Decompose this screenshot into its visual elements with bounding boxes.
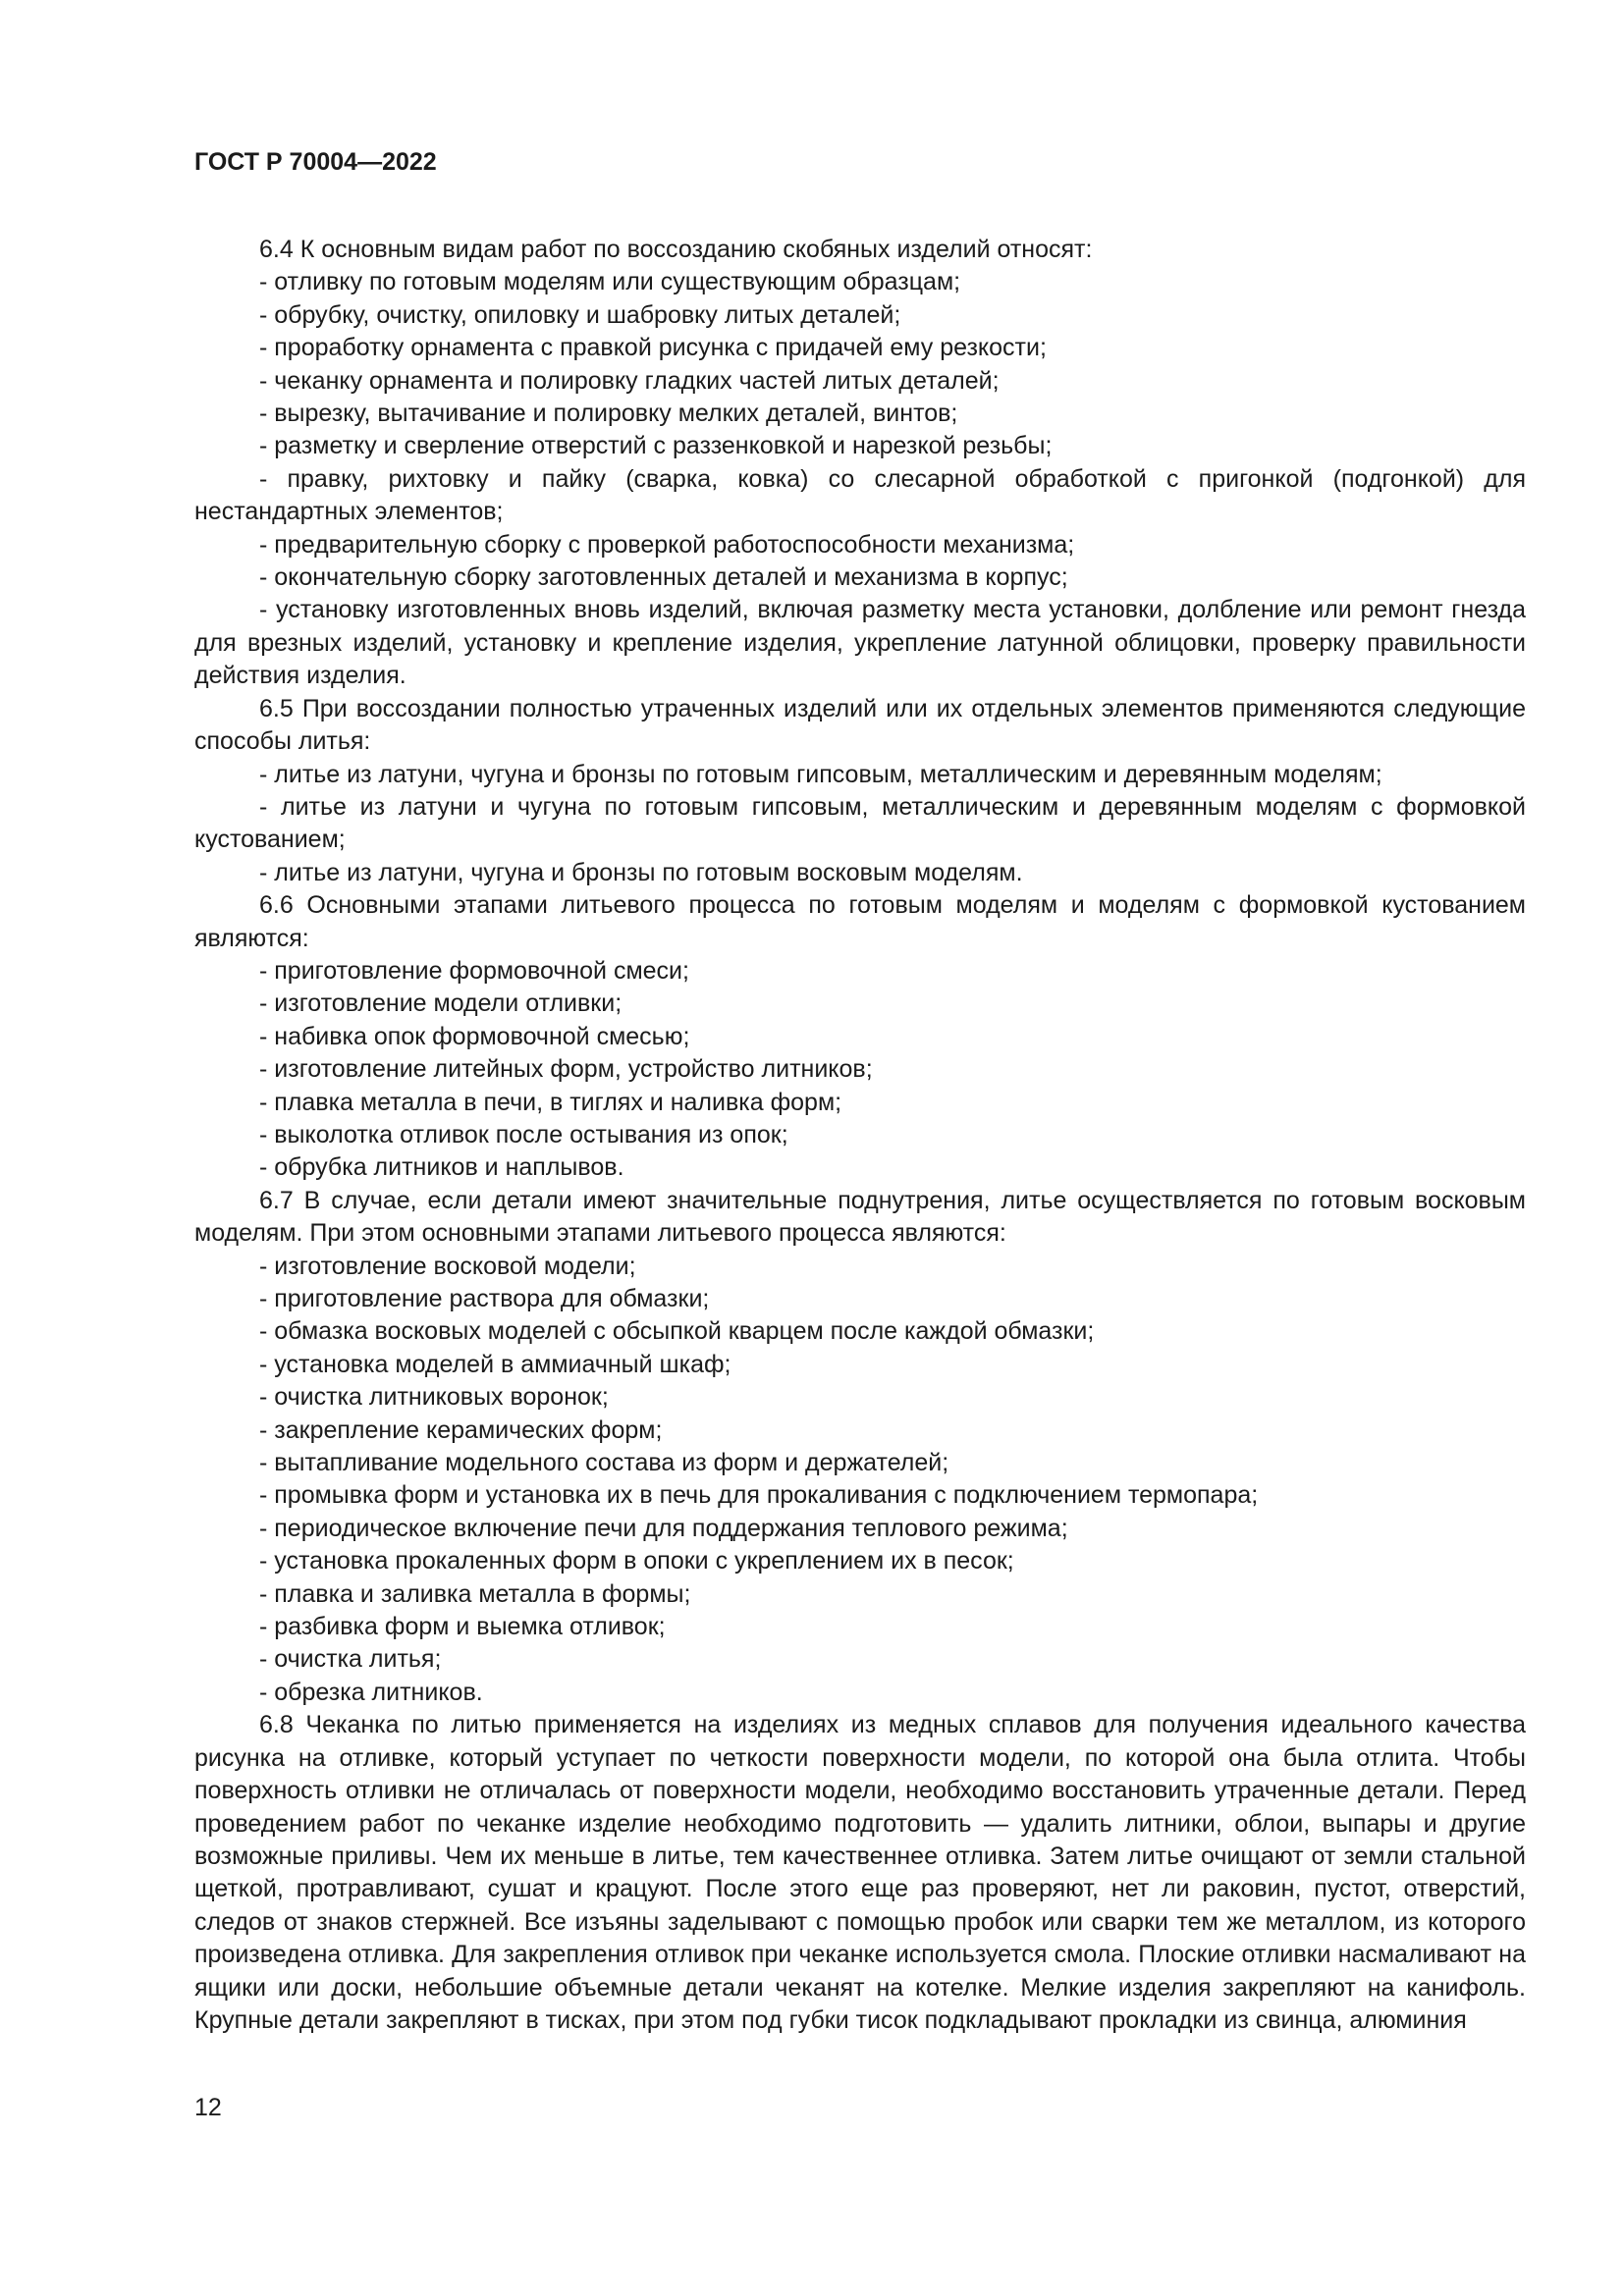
list-item: - плавка и заливка металла в формы; (259, 1579, 691, 1608)
list-item: - набивка опок формовочной смесью; (259, 1022, 690, 1050)
document-header: ГОСТ Р 70004—2022 (194, 148, 437, 176)
section-intro: 6.8 Чеканка по литью применяется на изделиях из медных сплавов для получения идеального качества рисунка на отливке, который уступает по четкости поверхности модели, по которой она была отлита. Чтобы поверхность отливки не отличалась от поверхности модели, необходимо восстановить утраченные детали. Перед проведением работ по чеканке изделие необходимо подготовить — удалить литники, облои, выпары и другие возможные приливы. Чем их меньше в литье, тем качественнее отливка. Затем литье очищают от земли стальной щеткой, протравливают, сушат и крацуют. После этого еще раз проверяют, нет ли раковин, пустот, отверстий, следов от знаков стержней. Все изъяны заделывают с помощью пробок или сварки тем же металлом, из которого произведена отливка. Для закрепления отливок при чеканке используется смола. Плоские отливки насмаливают на ящики или доски, небольшие объемные детали чеканят на котелке. Мелкие изделия закрепляют на канифоль. Крупные детали закрепляют в тисках, при этом под губки тисок подкладывают прокладки из свинца, алюминия (194, 1711, 1526, 2034)
list-item: - литье из латуни, чугуна и бронзы по готовым восковым моделям. (259, 858, 1023, 886)
document-page (194, 147, 1526, 2037)
list-item: - очистка литья; (259, 1645, 442, 1674)
list-item: - выколотка отливок после остывания из опок; (259, 1120, 788, 1148)
list-item: - разметку и сверление отверстий с раззенковкой и нарезкой резьбы; (259, 432, 1053, 460)
page-number: 12 (194, 2094, 222, 2121)
list-item: - приготовление формовочной смеси; (259, 956, 689, 985)
document-body (194, 234, 1526, 2037)
list-item: - приготовление раствора для обмазки; (259, 1285, 710, 1312)
list-item: - обрубка литников и наплывов. (259, 1153, 624, 1182)
list-item: - очистка литниковых воронок; (259, 1383, 609, 1412)
list-item: - отливку по готовым моделям или существующим образцам; (259, 268, 961, 296)
list-item: - обмазка восковых моделей с обсыпкой кварцем после каждой обмазки; (259, 1317, 1095, 1346)
list-item: - промывка форм и установка их в печь для прокаливания с подключением термопара; (259, 1481, 1259, 1510)
list-item: - установка моделей в аммиачный шкаф; (259, 1350, 731, 1378)
list-item: - правку, рихтовку и пайку (сварка, ковка) со слесарной обработкой с пригонкой (подгонкой) для нестандартных элементов; (194, 464, 1526, 526)
list-item: - окончательную сборку заготовленных деталей и механизма в корпус; (259, 563, 1068, 592)
list-item: - литье из латуни, чугуна и бронзы по готовым гипсовым, металлическим и деревянным моделям; (259, 760, 1382, 788)
list-item: - проработку орнамента с правкой рисунка с придачей ему резкости; (259, 334, 1047, 362)
list-item: - изготовление модели отливки; (259, 989, 623, 1018)
list-item: - обрубку, очистку, опиловку и шабровку литых деталей; (259, 300, 901, 329)
list-item: - литье из латуни и чугуна по готовым гипсовым, металлическим и деревянным моделям с формовкой кустованием; (194, 792, 1526, 854)
list-item: - вытапливание модельного состава из форм и держателей; (259, 1449, 949, 1477)
section-intro: 6.5 При воссоздании полностью утраченных изделий или их отдельных элементов применяются следующие способы литья: (194, 694, 1526, 756)
list-item: - предварительную сборку с проверкой работоспособности механизма; (259, 530, 1075, 559)
list-item: - установка прокаленных форм в опоки с укреплением их в песок; (259, 1547, 1014, 1575)
list-item: - изготовление литейных форм, устройство литников; (259, 1055, 873, 1084)
list-item: - изготовление восковой модели; (259, 1252, 636, 1280)
list-item: - периодическое включение печи для поддержания теплового режима; (259, 1514, 1068, 1542)
list-item: - закрепление керамических форм; (259, 1415, 663, 1444)
section-intro: 6.4 К основным видам работ по воссозданию скобяных изделий относят: (259, 236, 1093, 263)
section-intro: 6.7 В случае, если детали имеют значительные поднутрения, литье осуществляется по готовым восковым моделям. При этом основными этапами литьевого процесса являются: (194, 1186, 1526, 1248)
list-item: - обрезка литников. (259, 1678, 483, 1706)
section-intro: 6.6 Основными этапами литьевого процесса по готовым моделям и моделям с формовкой кустованием являются: (194, 891, 1526, 952)
list-item: - чеканку орнамента и полировку гладких частей литых деталей; (259, 366, 1000, 395)
list-item: - вырезку, вытачивание и полировку мелких деталей, винтов; (259, 400, 958, 428)
list-item: - разбивка форм и выемка отливок; (259, 1613, 666, 1641)
list-item: - установку изготовленных вновь изделий, включая разметку места установки, долбление или ремонт гнезда для врезных изделий, установку и крепление изделия, укрепление латунной облицовки, проверку правильности действия изделия. (194, 596, 1526, 690)
list-item: - плавка металла в печи, в тиглях и наливка форм; (259, 1088, 842, 1116)
